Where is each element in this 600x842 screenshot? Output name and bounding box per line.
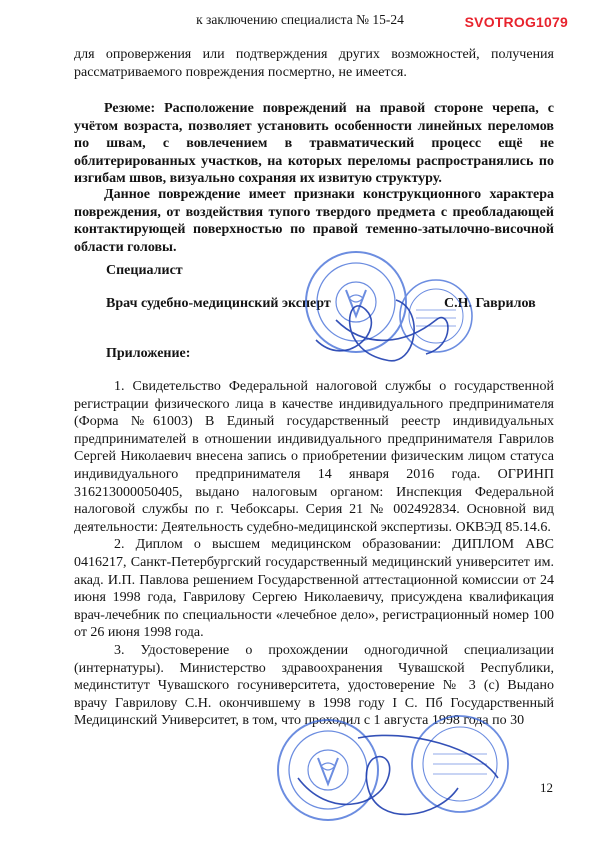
page-number: 12 <box>540 780 553 795</box>
paragraph-summary: Резюме: Расположение повреждений на правой стороне черепа, с учётом возраста, позволяет установить особенности линейных переломов по швам, с вовлечением в травматический процесс ещё не облитерированных участков, на которых переломы распространялись по изгибам швов, визуально сохраняя их извитую структуру. <box>74 101 554 186</box>
watermark-label: SVOTROG1079 <box>464 14 568 30</box>
expert-name: С.Н. Гаврилов <box>444 296 536 311</box>
document-header: к заключению специалиста № 15-24 <box>196 12 404 27</box>
paragraph-conclusion-end: для опровержения или подтверждения других возможностей, получения рассматриваемого повреждения посмертно, не имеется. <box>74 47 554 80</box>
expert-role: Врач судебно-медицинский эксперт <box>106 296 331 311</box>
appendix-list <box>74 378 554 730</box>
specialist-label: Специалист <box>106 263 183 278</box>
seal-stamp-icon <box>276 250 486 380</box>
appendix-item: 1. Свидетельство Федеральной налоговой службы о государственной регистрации физического лица в качестве индивидуального предпринимателя (Форма №61003) В Единый государственный реестр индивидуальных предпринимателей в отношении индивидуального предпринимателя Гаврилов Сергей Николаевич внесена запись о приобретении физическим лицом статуса индивидуального предпринимателя 14 января 2016 года. ОГРИНП 316213000050405, выдано налоговым органом: Инспекция Федеральной налоговой службы по г. Чебоксары. Серия 21 № 002492834. Основной вид деятельности: Деятельность судебно-медицинской экспертизы. ОКВЭД 85.14.6. <box>74 379 554 535</box>
appendix-item: 3. Удостоверение о прохождении одногодичной специализации (интернатуры). Министерство здравоохранения Чувашской Республики, мединститут Чувашского госуниверситета, удостоверение № 3 (с) Выдано врачу Гаврилову С.Н. окончившему в 1998 году I С. Пб Государственный Медицинский Университет, в том, что проходил с 1 августа 1998 года по 30 <box>74 642 554 729</box>
appendix-title: Приложение: <box>106 346 191 361</box>
appendix-item: 2. Диплом о высшем медицинском образовании: ДИПЛОМ АВС 0416217, Санкт-Петербургский государственный медицинский университет им. акад. И.П. Павлова решением Государственной аттестационной комиссии от 24 июня 1998 года, Гаврилову Сергею Николаевичу, присуждена квалификация врач-лечебник по специальности «лечебное дело», регистрационный номер 100 от 26 июня 1998 года. <box>74 537 554 641</box>
paragraph-injury-character: Данное повреждение имеет признаки конструкционного характера повреждения, от воздействия тупого твердого предмета с преобладающей контактирующей поверхностью по правой теменно-затылочно-височной области головы. <box>74 187 554 255</box>
